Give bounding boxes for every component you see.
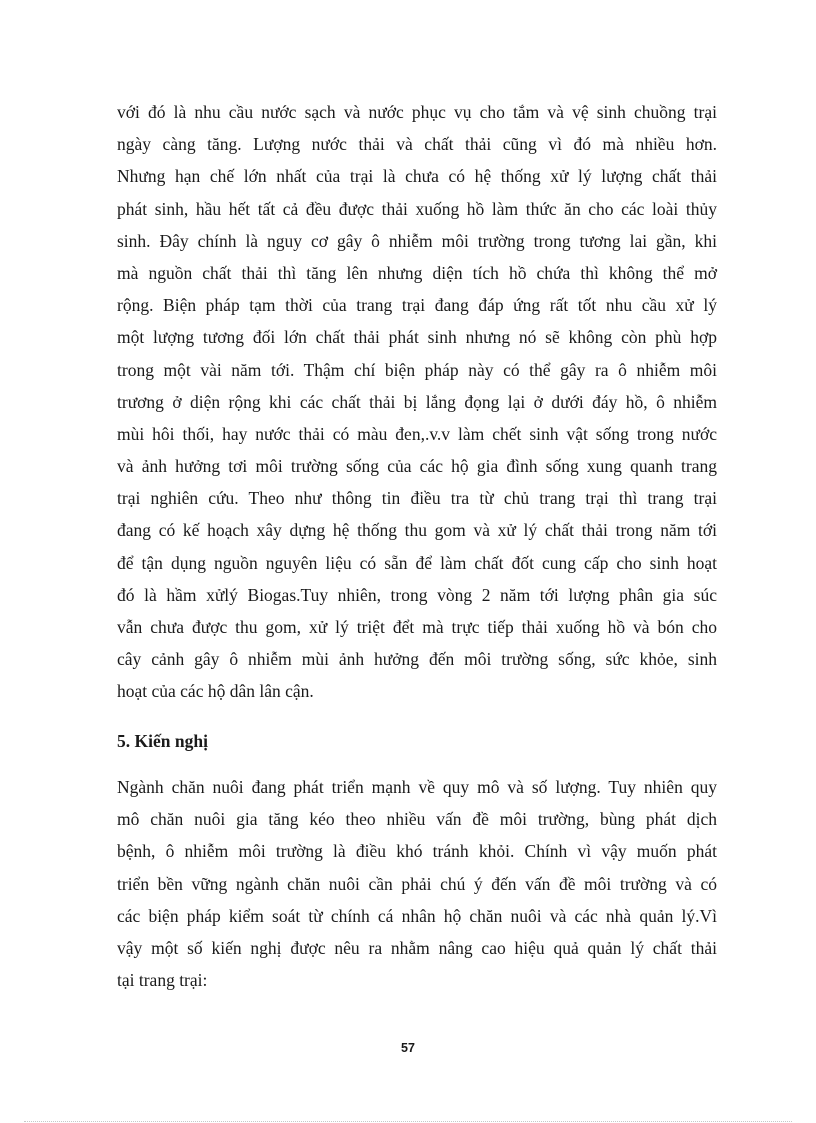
text-line: trong một vài năm tới. Thậm chí biện pháp này có thể gây ra ô nhiễm môi (117, 359, 717, 380)
text-line: hoạt của các hộ dân lân cận. (117, 681, 314, 702)
text-line: ngày càng tăng. Lượng nước thải và chất thải cũng vì đó mà nhiều hơn. (117, 134, 717, 155)
text-line: mô chăn nuôi gia tăng kéo theo nhiều vấn đề môi trường, bùng phát dịch (117, 809, 717, 830)
paragraph-farm-waste (117, 96, 717, 708)
text-line: để tận dụng nguồn nguyên liệu có sẵn để làm chất đốt cung cấp cho sinh hoạt (117, 552, 717, 573)
text-line: đang có kế hoạch xây dựng hệ thống thu gom và xử lý chất thải trong năm tới (117, 520, 717, 541)
text-line: vẫn chưa được thu gom, xử lý triệt đểt mà trực tiếp thải xuống hồ và bón cho (117, 617, 717, 637)
text-line: tại trang trại: (117, 970, 208, 991)
text-line: mà nguồn chất thải thì tăng lên nhưng diện tích hồ chứa thì không thể mở (117, 262, 717, 283)
text-line: với đó là nhu cầu nước sạch và nước phục vụ cho tắm và vệ sinh chuồng trại (117, 102, 717, 122)
text-line: mùi hôi thối, hay nước thải có màu đen,.v.v làm chết sinh vật sống trong nước (117, 423, 717, 444)
text-line: phát sinh, hầu hết tất cả đều được thải xuống hồ làm thức ăn cho các loài thủy (117, 198, 717, 219)
text-line: sinh. Đây chính là nguy cơ gây ô nhiễm môi trường trong tương lai gần, khi (117, 230, 717, 251)
text-line: một lượng tương đối lớn chất thải phát sinh nhưng nó sẽ không còn phù hợp (117, 327, 717, 348)
text-line: rộng. Biện pháp tạm thời của trang trại đang đáp ứng rất tốt nhu cầu xử lý (117, 295, 717, 316)
text-line: Nhưng hạn chế lớn nhất của trại là chưa có hệ thống xử lý lượng chất thải (117, 166, 717, 187)
text-line: vậy một số kiến nghị được nêu ra nhằm nâng cao hiệu quả quản lý chất thải (117, 937, 717, 958)
text-line: cây cảnh gây ô nhiễm mùi ảnh hưởng đến môi trường sống, sức khỏe, sinh (117, 649, 717, 670)
text-line: đó là hầm xửlý Biogas.Tuy nhiên, trong vòng 2 năm tới lượng phân gia súc (117, 584, 717, 605)
text-line: và ảnh hưởng tơi môi trường sống của các hộ gia đình sống xung quanh trang (117, 456, 717, 477)
text-line: trương ở diện rộng khi các chất thải bị lắng đọng lại ở dưới đáy hồ, ô nhiễm (117, 391, 717, 412)
text-line: Ngành chăn nuôi đang phát triển mạnh về quy mô và số lượng. Tuy nhiên quy (117, 777, 717, 797)
page-bottom-divider (24, 1121, 792, 1122)
text-line: triển bền vững ngành chăn nuôi cần phải chú ý đến vấn đề môi trường và có (117, 873, 717, 894)
page-number: 57 (401, 1041, 415, 1055)
paragraph-recommendations (117, 771, 717, 996)
section-heading: 5. Kiến nghị (117, 731, 208, 751)
text-line: trại nghiên cứu. Theo như thông tin điều tra từ chủ trang trại thì trang trại (117, 488, 717, 509)
text-line: bệnh, ô nhiễm môi trường là điều khó tránh khỏi. Chính vì vậy muốn phát (117, 841, 717, 862)
text-line: các biện pháp kiểm soát từ chính cá nhân hộ chăn nuôi và các nhà quản lý.Vì (117, 905, 717, 926)
